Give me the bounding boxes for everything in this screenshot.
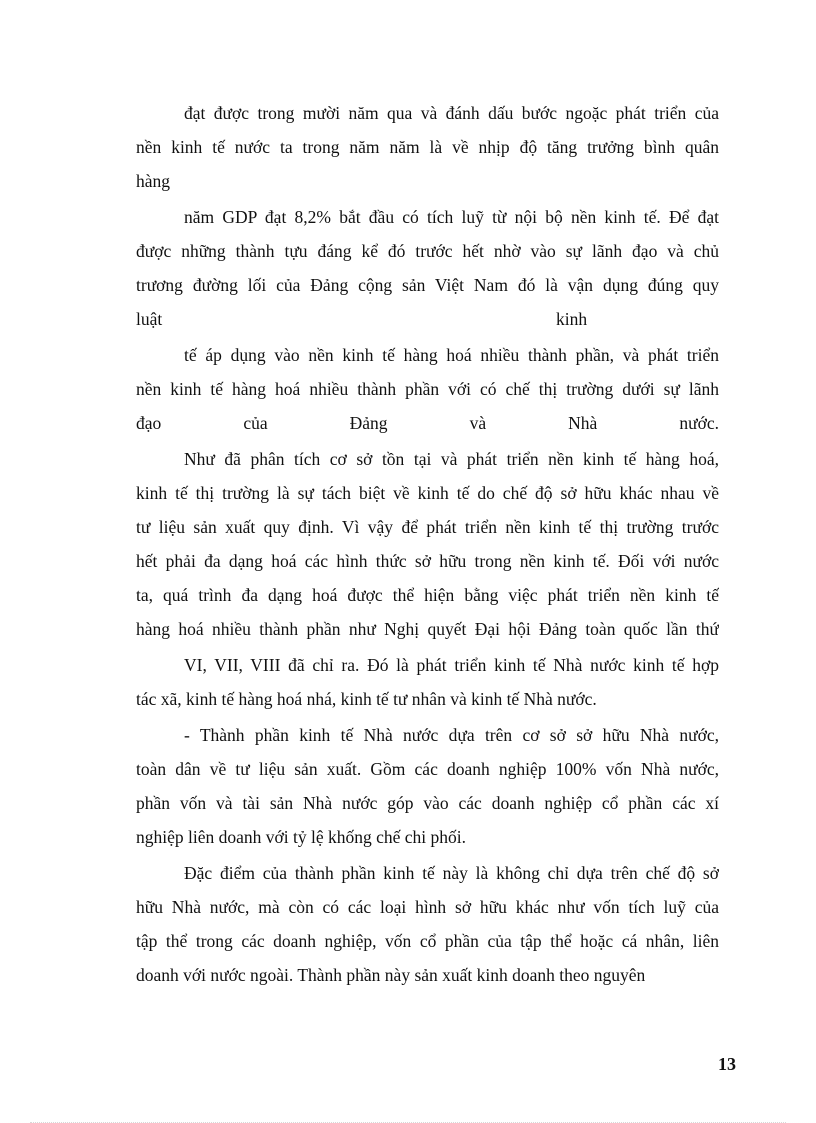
text-line: VI, VII, VIII đã chỉ ra. Đó là phát triển kinh tế Nhà nước kinh tế hợp [184, 655, 719, 675]
text-line: hàng [136, 171, 171, 191]
text-line: nền kinh tế hàng hoá nhiều thành phần với có chế thị trường dưới sự lãnh [136, 379, 719, 399]
document-page [136, 96, 719, 992]
text-line: tác xã, kinh tế hàng hoá nhá, kinh tế tư nhân và kinh tế Nhà nước. [136, 689, 597, 709]
text-line: luật kinh [136, 309, 588, 329]
text-line: toàn dân về tư liệu sản xuất. Gồm các doanh nghiệp 100% vốn Nhà nước, [136, 759, 719, 779]
text-line: đạo của Đảng và Nhà nước. [136, 413, 719, 433]
text-line: tư liệu sản xuất quy định. Vì vậy để phát triển nền kinh tế thị trường trước [136, 517, 719, 537]
text-line: kinh tế thị trường là sự tách biệt về kinh tế do chế độ sở hữu khác nhau về [136, 483, 719, 503]
text-line: - Thành phần kinh tế Nhà nước dựa trên cơ sở sở hữu Nhà nước, [184, 725, 719, 745]
text-line: Đặc điểm của thành phần kinh tế này là không chỉ dựa trên chế độ sở [184, 863, 719, 883]
text-line: tập thể trong các doanh nghiệp, vốn cổ phần của tập thể hoặc cá nhân, liên [136, 931, 719, 951]
text-line: doanh với nước ngoài. Thành phần này sản xuất kinh doanh theo nguyên [136, 965, 646, 985]
text-line: được những thành tựu đáng kể đó trước hết nhờ vào sự lãnh đạo và chủ [136, 241, 719, 261]
text-line: Như đã phân tích cơ sở tồn tại và phát triển nền kinh tế hàng hoá, [184, 449, 719, 469]
text-line: hết phải đa dạng hoá các hình thức sở hữu trong nền kinh tế. Đối với nước [136, 551, 719, 571]
text-line: nghiệp liên doanh với tỷ lệ khống chế chi phối. [136, 827, 467, 847]
page-number: 13 [718, 1054, 736, 1074]
text-line: đạt được trong mười năm qua và đánh dấu bước ngoặc phát triển của [184, 103, 719, 123]
text-line: năm GDP đạt 8,2% bắt đầu có tích luỹ từ nội bộ nền kinh tế. Để đạt [184, 207, 719, 227]
text-line: tế áp dụng vào nền kinh tế hàng hoá nhiều thành phần, và phát triển [184, 345, 719, 365]
text-line: hữu Nhà nước, mà còn có các loại hình sở hữu khác như vốn tích luỹ của [136, 897, 719, 917]
text-line: nền kinh tế nước ta trong năm năm là về nhịp độ tăng trưởng bình quân [136, 137, 719, 157]
text-line: ta, quá trình đa dạng hoá được thể hiện bằng việc phát triển nền kinh tế [136, 585, 719, 605]
text-line: hàng hoá nhiều thành phần như Nghị quyết Đại hội Đảng toàn quốc lần thứ [136, 619, 719, 639]
text-line: phần vốn và tài sản Nhà nước góp vào các doanh nghiệp cổ phần các xí [136, 793, 719, 813]
text-line: trương đường lối của Đảng cộng sản Việt Nam đó là vận dụng đúng quy [136, 275, 719, 295]
